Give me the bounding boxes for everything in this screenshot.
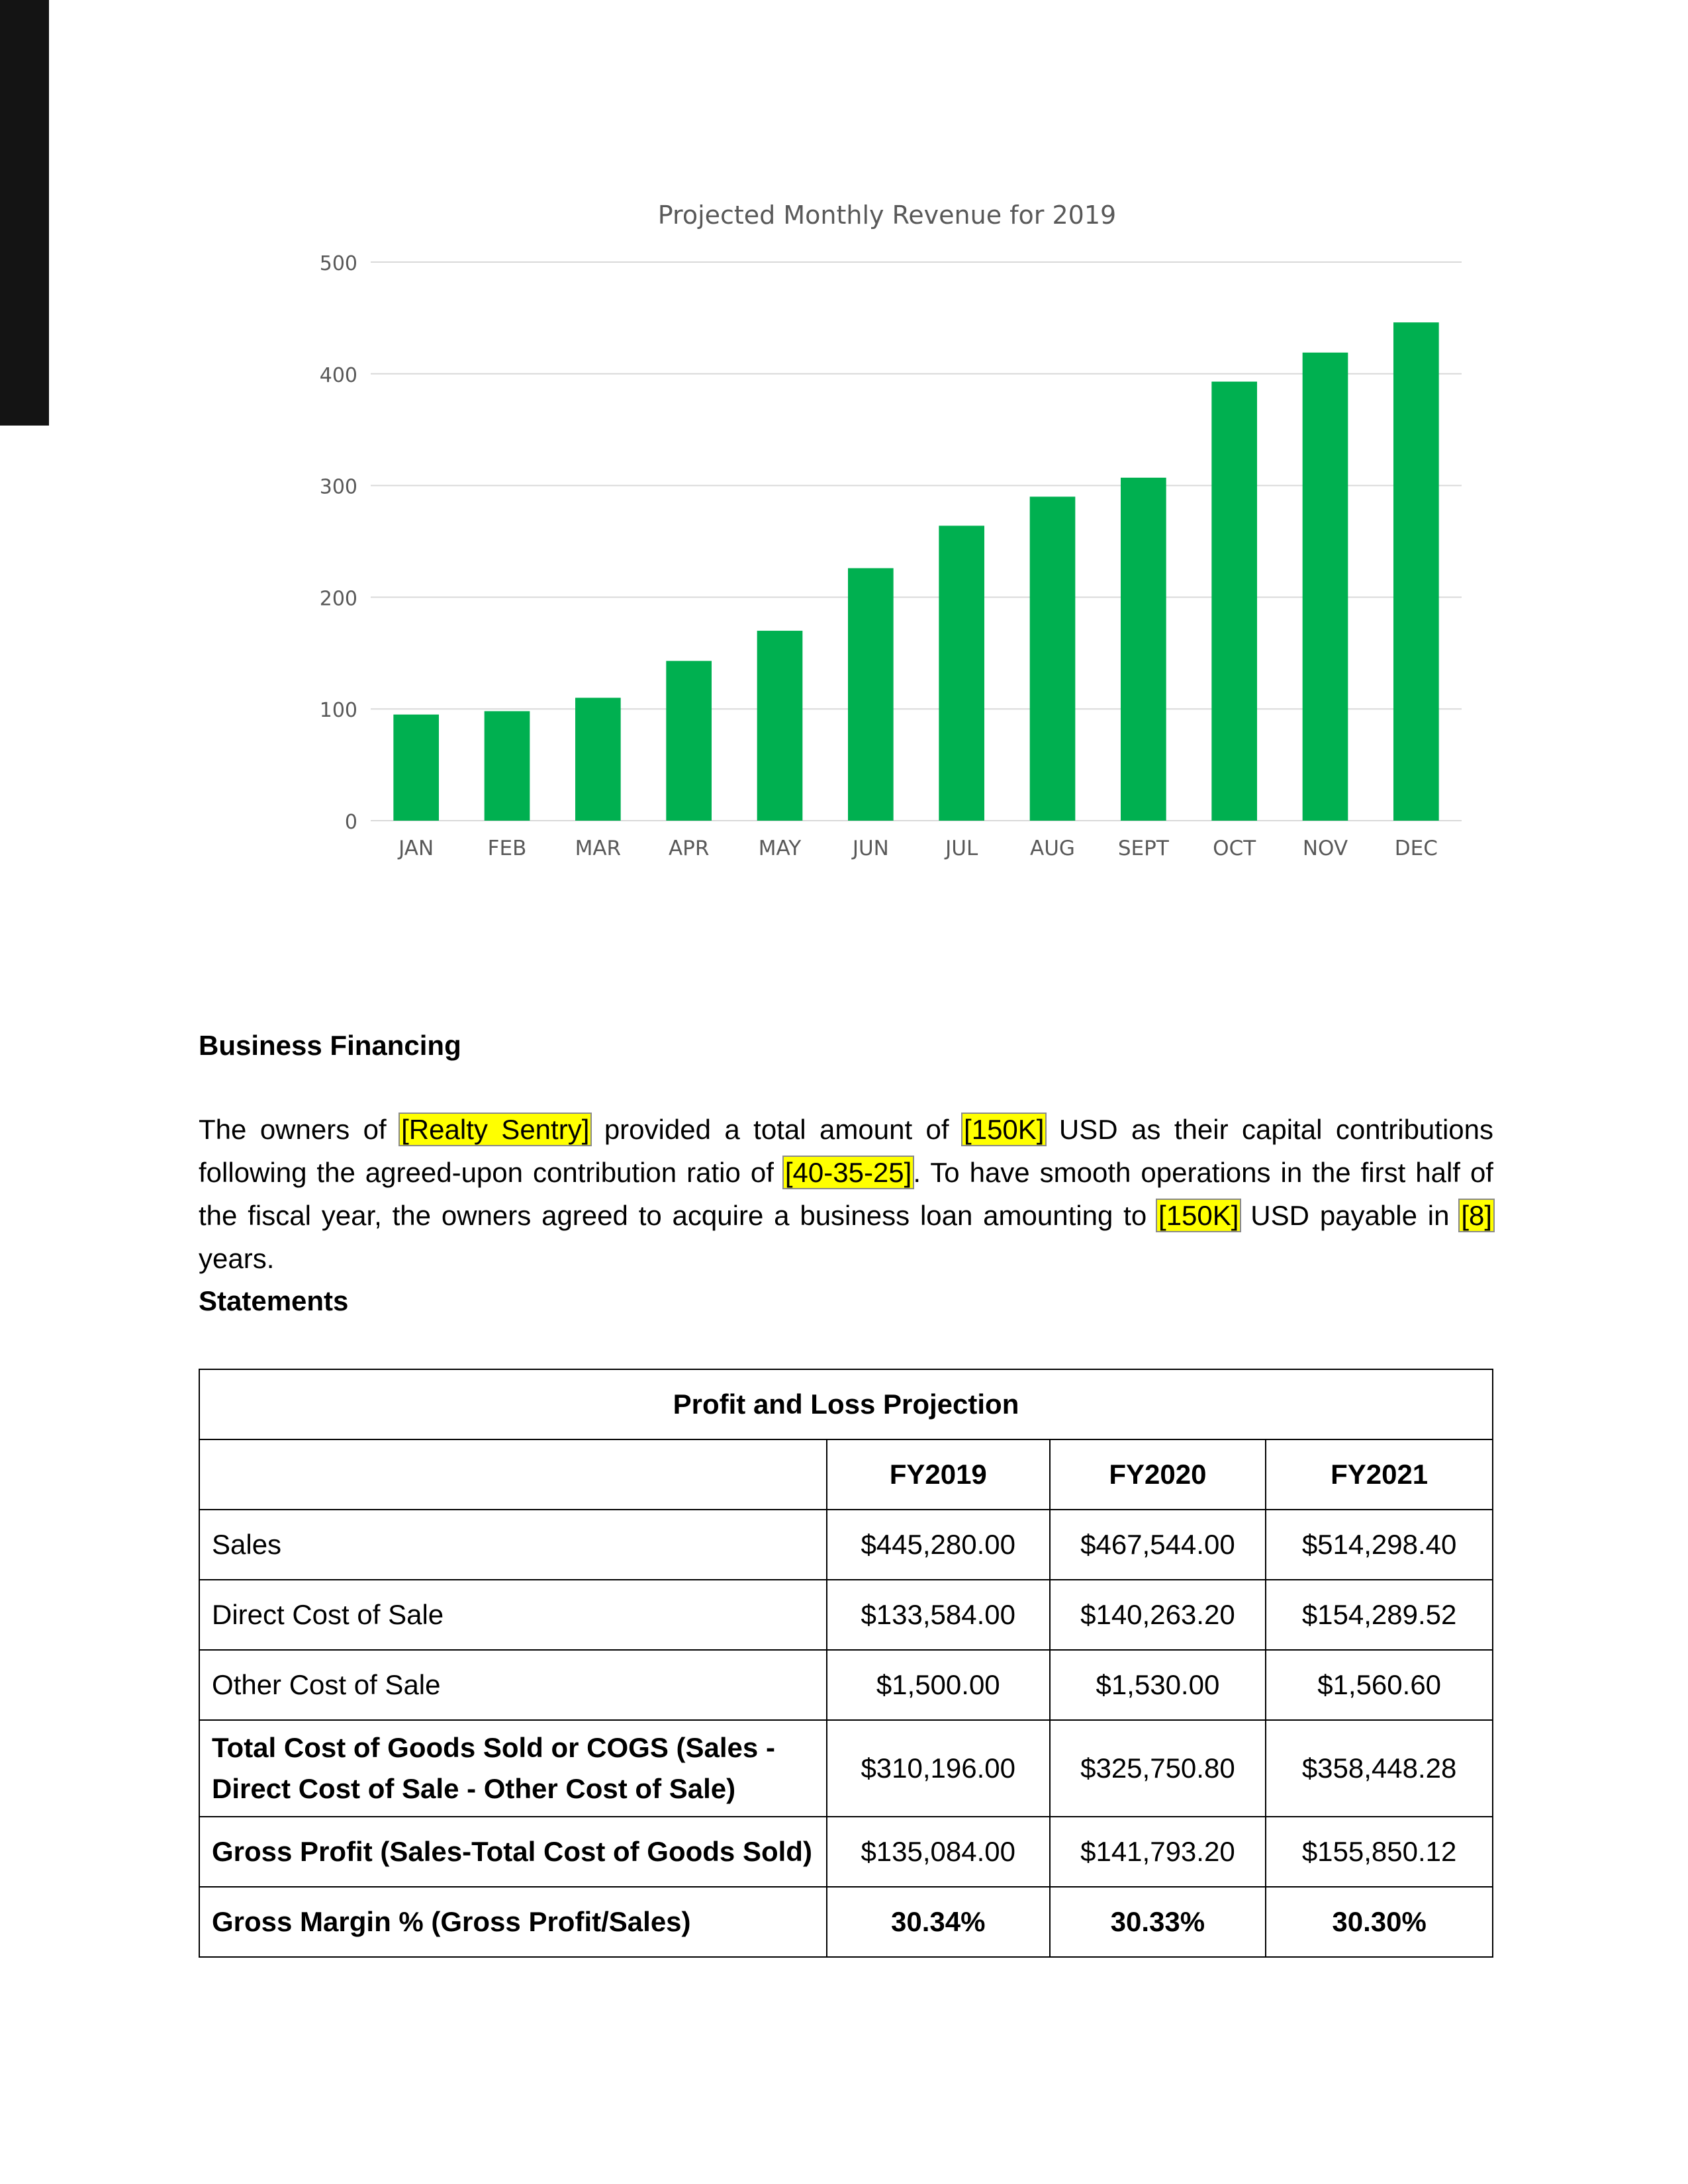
highlight-company-name: [Realty Sentry] bbox=[401, 1114, 590, 1145]
column-header: FY2021 bbox=[1266, 1439, 1493, 1510]
bar-jun bbox=[848, 569, 894, 821]
bar-jul bbox=[939, 525, 984, 821]
table-cell: 30.30% bbox=[1266, 1887, 1493, 1957]
table-cell: $155,850.12 bbox=[1266, 1817, 1493, 1887]
row-label: Gross Margin % (Gross Profit/Sales) bbox=[199, 1887, 827, 1957]
highlight-contribution-ratio: [40-35-25] bbox=[784, 1157, 912, 1188]
bar-oct bbox=[1211, 382, 1257, 821]
x-tick-label: JAN bbox=[399, 837, 434, 860]
x-tick-label: JUL bbox=[945, 837, 978, 860]
x-tick-label: OCT bbox=[1213, 837, 1256, 860]
business-financing-heading: Business Financing bbox=[199, 1030, 461, 1061]
y-tick-label: 500 bbox=[319, 252, 357, 275]
table-cell: 30.33% bbox=[1050, 1887, 1266, 1957]
row-label: Total Cost of Goods Sold or COGS (Sales - Direct Cost of Sale - Other Cost of Sale) bbox=[199, 1720, 827, 1817]
chart-bars bbox=[393, 322, 1438, 821]
table-cell: $141,793.20 bbox=[1050, 1817, 1266, 1887]
table-cell: $154,289.52 bbox=[1266, 1580, 1493, 1650]
business-financing-paragraph bbox=[199, 1108, 1493, 1280]
bar-dec bbox=[1393, 322, 1439, 821]
bar-feb bbox=[485, 711, 530, 821]
text-segment: USD as their capital contributions following the agreed-upon contribution ratio of bbox=[199, 1114, 1494, 1188]
table-cell: $467,544.00 bbox=[1050, 1510, 1266, 1580]
x-tick-label: SEPT bbox=[1117, 837, 1169, 860]
table-cell: $310,196.00 bbox=[827, 1720, 1050, 1817]
x-tick-label: AUG bbox=[1030, 837, 1075, 860]
table-title: Profit and Loss Projection bbox=[199, 1369, 1493, 1439]
table-cell: $1,500.00 bbox=[827, 1650, 1050, 1720]
bar-jan bbox=[393, 715, 439, 821]
table-cell: $445,280.00 bbox=[827, 1510, 1050, 1580]
x-tick-label: MAY bbox=[758, 837, 802, 860]
table-row bbox=[199, 1580, 1493, 1650]
table-cell: $1,530.00 bbox=[1050, 1650, 1266, 1720]
statements-heading: Statements bbox=[199, 1285, 349, 1316]
highlight-loan-amount: [150K] bbox=[1158, 1200, 1239, 1231]
table-cell: 30.34% bbox=[827, 1887, 1050, 1957]
y-tick-label: 400 bbox=[319, 363, 357, 387]
table-row bbox=[199, 1510, 1493, 1580]
table-row bbox=[199, 1650, 1493, 1720]
table-cell: $140,263.20 bbox=[1050, 1580, 1266, 1650]
row-label: Sales bbox=[199, 1510, 827, 1580]
y-tick-label: 300 bbox=[319, 475, 357, 499]
profit-loss-table bbox=[199, 1369, 1493, 1958]
x-tick-label: DEC bbox=[1394, 837, 1438, 860]
x-tick-label: APR bbox=[668, 837, 710, 860]
x-tick-label: FEB bbox=[487, 837, 527, 860]
page-edge-bar bbox=[0, 0, 49, 426]
row-label: Gross Profit (Sales-Total Cost of Goods Sold) bbox=[199, 1817, 827, 1887]
row-label: Other Cost of Sale bbox=[199, 1650, 827, 1720]
x-tick-label: MAR bbox=[575, 837, 622, 860]
text-segment: years. bbox=[199, 1243, 275, 1274]
bar-sept bbox=[1121, 478, 1166, 821]
y-tick-label: 0 bbox=[344, 811, 357, 834]
column-header: FY2019 bbox=[827, 1439, 1050, 1510]
text-segment: The owners of bbox=[199, 1114, 400, 1145]
table-row bbox=[199, 1887, 1493, 1957]
bar-aug bbox=[1030, 496, 1076, 821]
table-cell: $514,298.40 bbox=[1266, 1510, 1493, 1580]
bar-mar bbox=[575, 698, 621, 821]
table-title-row bbox=[199, 1369, 1493, 1439]
highlight-capital-amount: [150K] bbox=[964, 1114, 1045, 1145]
table-cell: $325,750.80 bbox=[1050, 1720, 1266, 1817]
bar-nov bbox=[1303, 353, 1348, 821]
y-tick-label: 100 bbox=[319, 699, 357, 723]
empty-header-cell bbox=[199, 1439, 827, 1510]
chart-gridlines bbox=[371, 262, 1462, 821]
x-tick-label: JUN bbox=[852, 837, 889, 860]
revenue-chart bbox=[291, 192, 1470, 880]
bar-apr bbox=[666, 661, 712, 821]
text-segment: USD payable in bbox=[1240, 1200, 1460, 1231]
highlight-loan-term: [8] bbox=[1461, 1200, 1493, 1231]
chart-y-ticks bbox=[320, 252, 357, 834]
table-cell: $135,084.00 bbox=[827, 1817, 1050, 1887]
table-cell: $133,584.00 bbox=[827, 1580, 1050, 1650]
table-header-row bbox=[199, 1439, 1493, 1510]
table-row bbox=[199, 1817, 1493, 1887]
bar-may bbox=[757, 631, 803, 821]
table-row bbox=[199, 1720, 1493, 1817]
row-label: Direct Cost of Sale bbox=[199, 1580, 827, 1650]
y-tick-label: 200 bbox=[319, 587, 357, 611]
table-cell: $358,448.28 bbox=[1266, 1720, 1493, 1817]
text-segment: . To have smooth operations in the first half of the fiscal year, the owners agreed to acquire a business loan amounting to bbox=[199, 1157, 1493, 1231]
column-header: FY2020 bbox=[1050, 1439, 1266, 1510]
chart-x-ticks bbox=[397, 837, 1438, 860]
text-segment: provided a total amount of bbox=[590, 1114, 963, 1145]
table-cell: $1,560.60 bbox=[1266, 1650, 1493, 1720]
chart-title: Projected Monthly Revenue for 2019 bbox=[657, 201, 1117, 230]
x-tick-label: NOV bbox=[1302, 837, 1348, 860]
